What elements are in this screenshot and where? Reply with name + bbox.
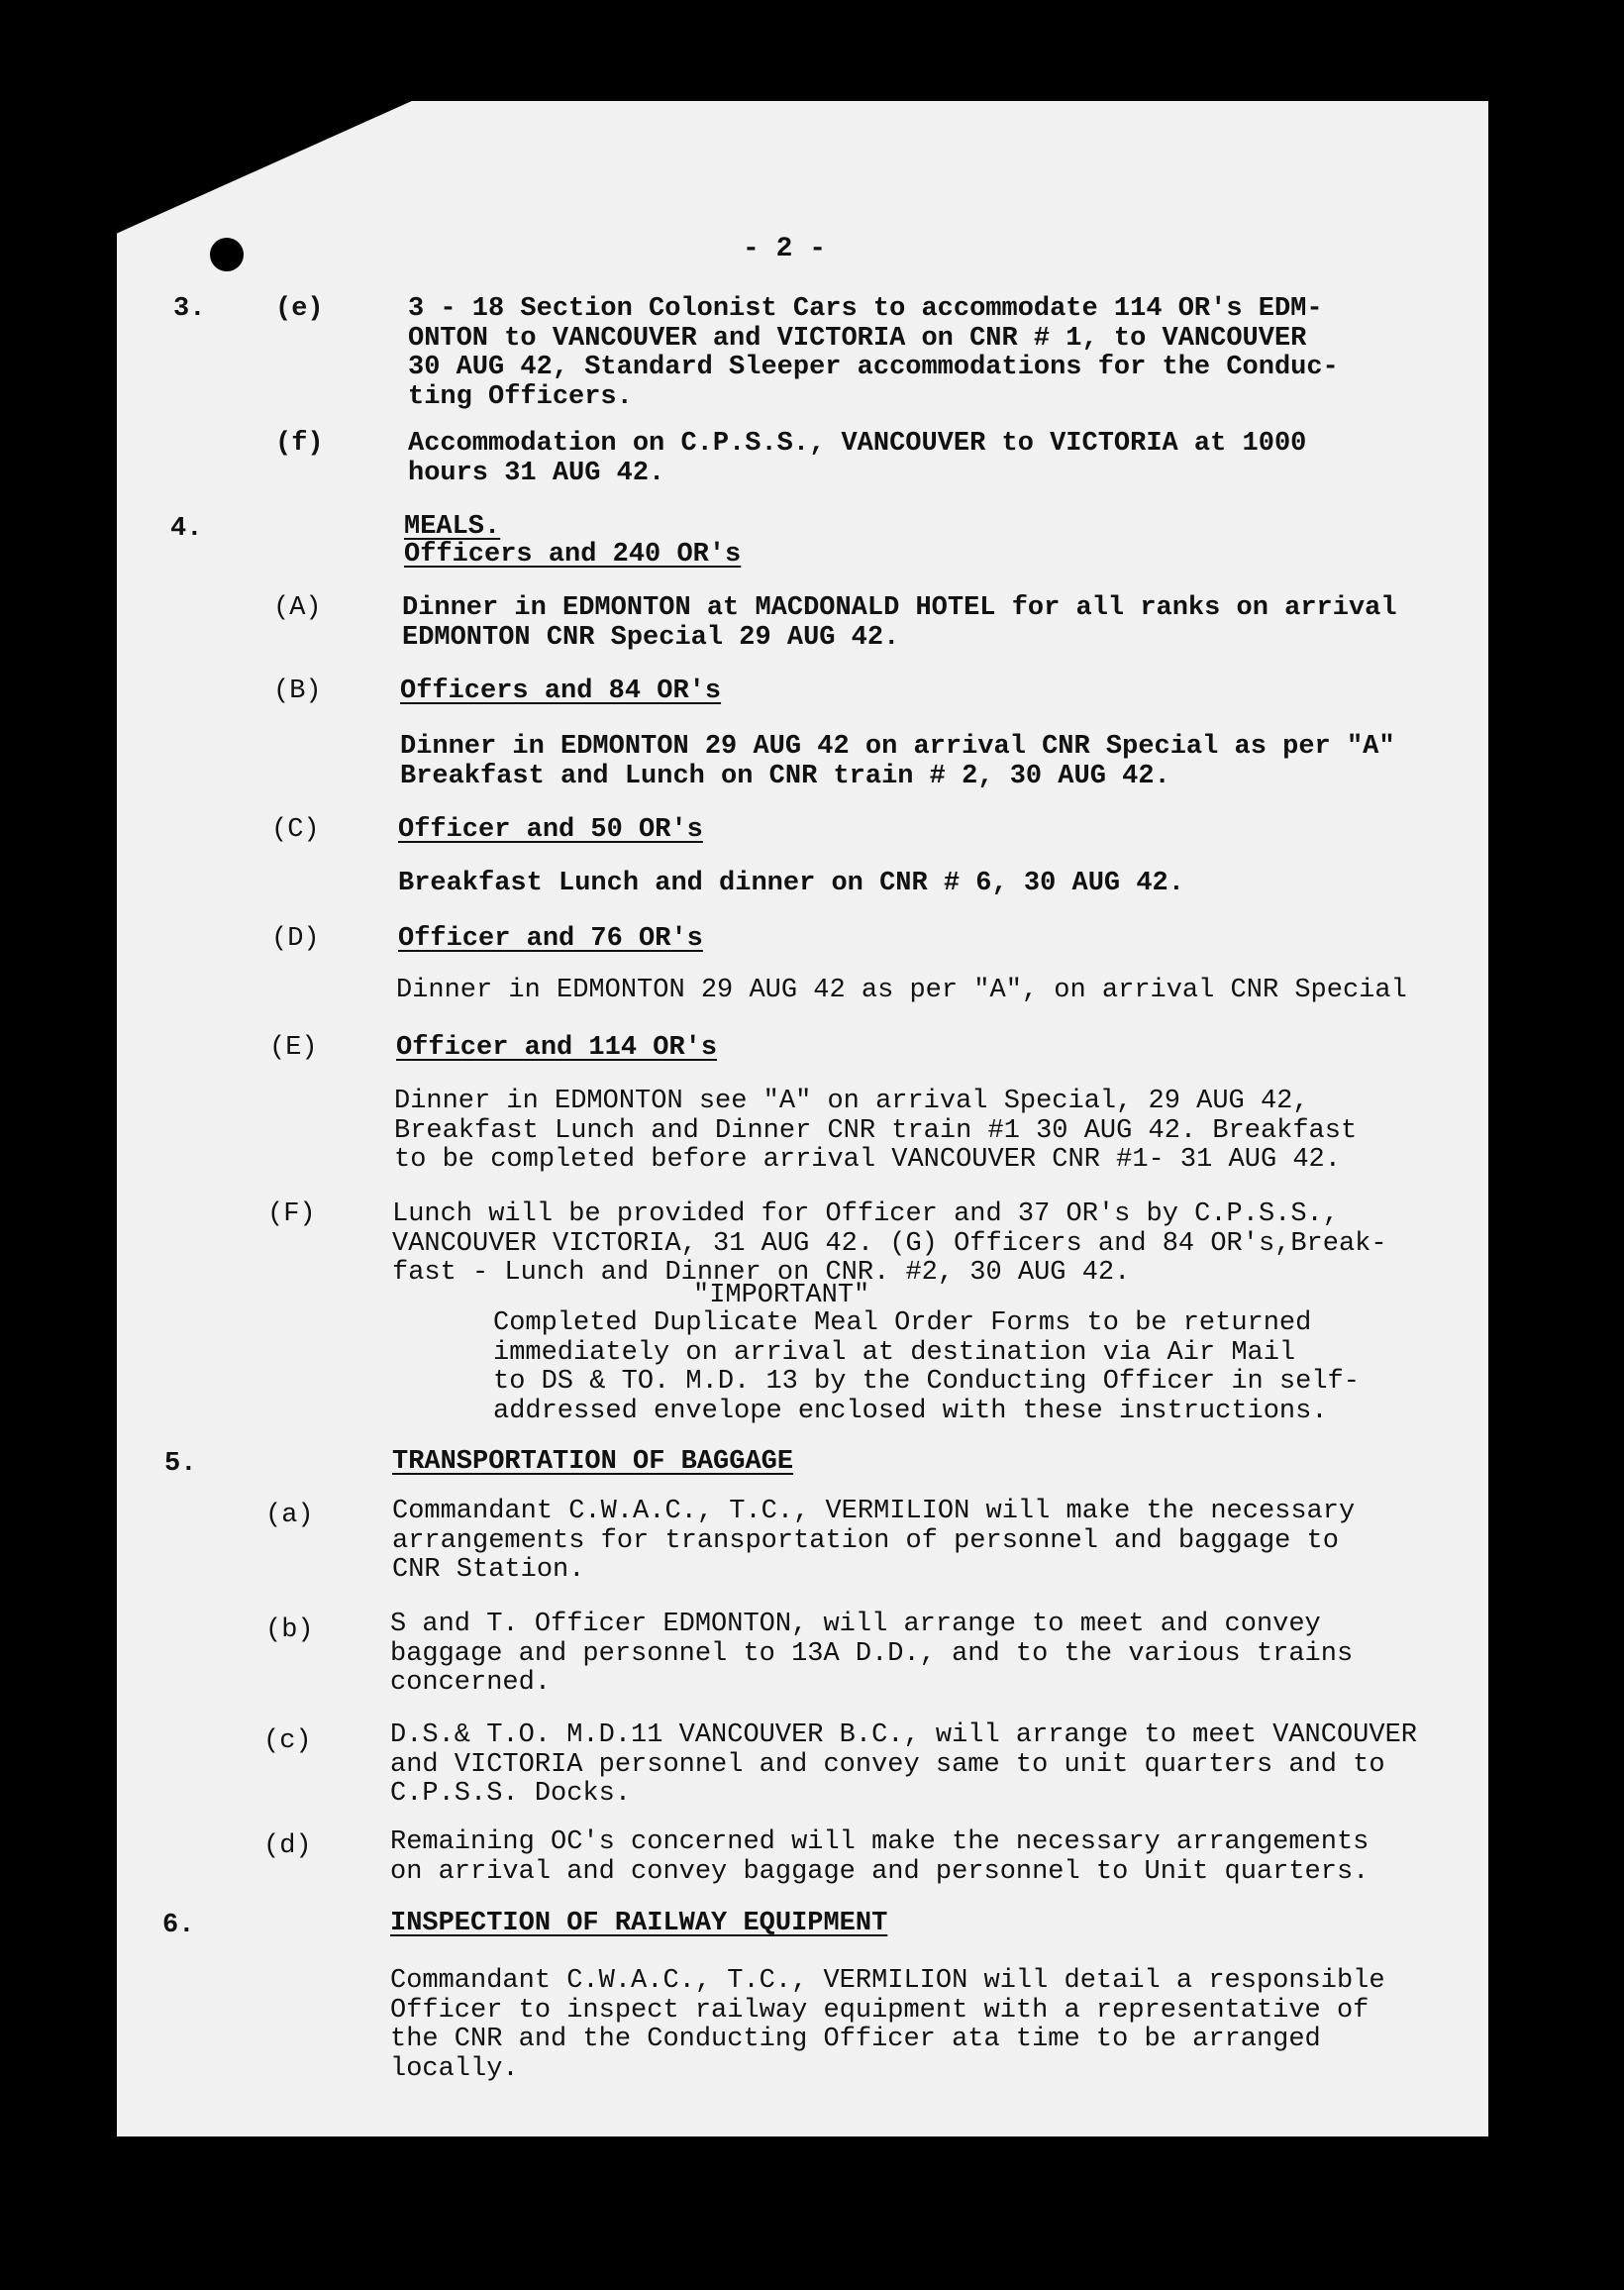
item-label-e: (e) (275, 294, 324, 324)
item-text-E: Dinner in EDMONTON see "A" on arrival Special, 29 AUG 42, Breakfast Lunch and Dinner CNR train #1 30 AUG 42. Breakfast to be completed before arrival VANCOUVER CNR #1- 31 AUG 42. (394, 1087, 1358, 1175)
item-label-C: (C) (271, 815, 320, 845)
item-text-b: S and T. Officer EDMONTON, will arrange to meet and convey baggage and personnel to 13A D.D., and to the various trains concerned. (390, 1610, 1354, 1698)
subheading-officers-240: Officers and 240 OR's (404, 540, 742, 570)
section-number-6: 6. (162, 1911, 195, 1940)
item-text-D: Dinner in EDMONTON 29 AUG 42 as per "A", on arrival CNR Special (396, 976, 1407, 1005)
important-text: Completed Duplicate Meal Order Forms to be returned immediately on arrival at destination via Air Mail to DS & TO. M.D. 13 by the Conducting Officer in self- addressed envelope enclosed with these instructions. (493, 1308, 1360, 1426)
item-text-f: Accommodation on C.P.S.S., VANCOUVER to VICTORIA at 1000 hours 31 AUG 42. (408, 429, 1307, 488)
item-text-e: 3 - 18 Section Colonist Cars to accommodate 114 OR's EDM- ONTON to VANCOUVER and VICTORIA on CNR # 1, to VANCOUVER 30 AUG 42, Standard Sleeper accommodations for the Conduc- ting Officers. (408, 294, 1339, 412)
heading-officers-84: Officers and 84 OR's (400, 677, 722, 706)
item-text-a: Commandant C.W.A.C., T.C., VERMILION will make the necessary arrangements for transportation of personnel and baggage to CNR Station. (392, 1497, 1356, 1585)
item-label-F: (F) (267, 1199, 316, 1229)
item-label-b: (b) (265, 1615, 314, 1645)
item-label-A: (A) (273, 593, 322, 623)
item-text-B: Dinner in EDMONTON 29 AUG 42 on arrival CNR Special as per "A" Breakfast and Lunch on CNR train # 2, 30 AUG 42. (400, 732, 1395, 791)
item-label-c: (c) (263, 1726, 312, 1756)
item-label-B: (B) (273, 677, 322, 706)
heading-officer-50: Officer and 50 OR's (398, 815, 703, 845)
section-heading-baggage: TRANSPORTATION OF BAGGAGE (392, 1447, 794, 1477)
item-text-C: Breakfast Lunch and dinner on CNR # 6, 30 AUG 42. (398, 869, 1184, 898)
item-label-f: (f) (275, 429, 324, 459)
item-label-a: (a) (265, 1501, 314, 1530)
section-heading-inspection: INSPECTION OF RAILWAY EQUIPMENT (390, 1909, 888, 1938)
section-number-3: 3. (173, 294, 206, 324)
page-number: - 2 - (743, 234, 827, 264)
section-number-4: 4. (170, 514, 203, 544)
item-text-6: Commandant C.W.A.C., T.C., VERMILION will detail a responsible Officer to inspect railway equipment with a representative of the CNR and the Conducting Officer ata time to be arranged locally. (390, 1966, 1385, 2084)
item-label-E: (E) (269, 1033, 318, 1063)
section-heading-meals: MEALS. (404, 512, 501, 542)
item-text-A: Dinner in EDMONTON at MACDONALD HOTEL for all ranks on arrival EDMONTON CNR Special 29 AUG 42. (402, 593, 1397, 653)
item-label-D: (D) (271, 924, 320, 954)
item-text-c: D.S.& T.O. M.D.11 VANCOUVER B.C., will arrange to meet VANCOUVER and VICTORIA personnel and convey same to unit quarters and to C.P.S.S. Docks. (390, 1720, 1417, 1809)
heading-officer-76: Officer and 76 OR's (398, 924, 703, 954)
heading-officer-114: Officer and 114 OR's (396, 1033, 718, 1063)
item-label-d: (d) (263, 1831, 312, 1861)
punch-hole (210, 238, 244, 271)
item-text-F: Lunch will be provided for Officer and 37 OR's by C.P.S.S., VANCOUVER VICTORIA, 31 AUG 42. (G) Officers and 84 OR's,Break- fast - Lunch and Dinner on CNR. #2, 30 AUG 42. (392, 1199, 1387, 1288)
important-title: "IMPORTANT" (693, 1281, 870, 1310)
item-text-d: Remaining OC's concerned will make the necessary arrangements on arrival and convey baggage and personnel to Unit quarters. (390, 1827, 1370, 1887)
section-number-5: 5. (164, 1449, 197, 1479)
